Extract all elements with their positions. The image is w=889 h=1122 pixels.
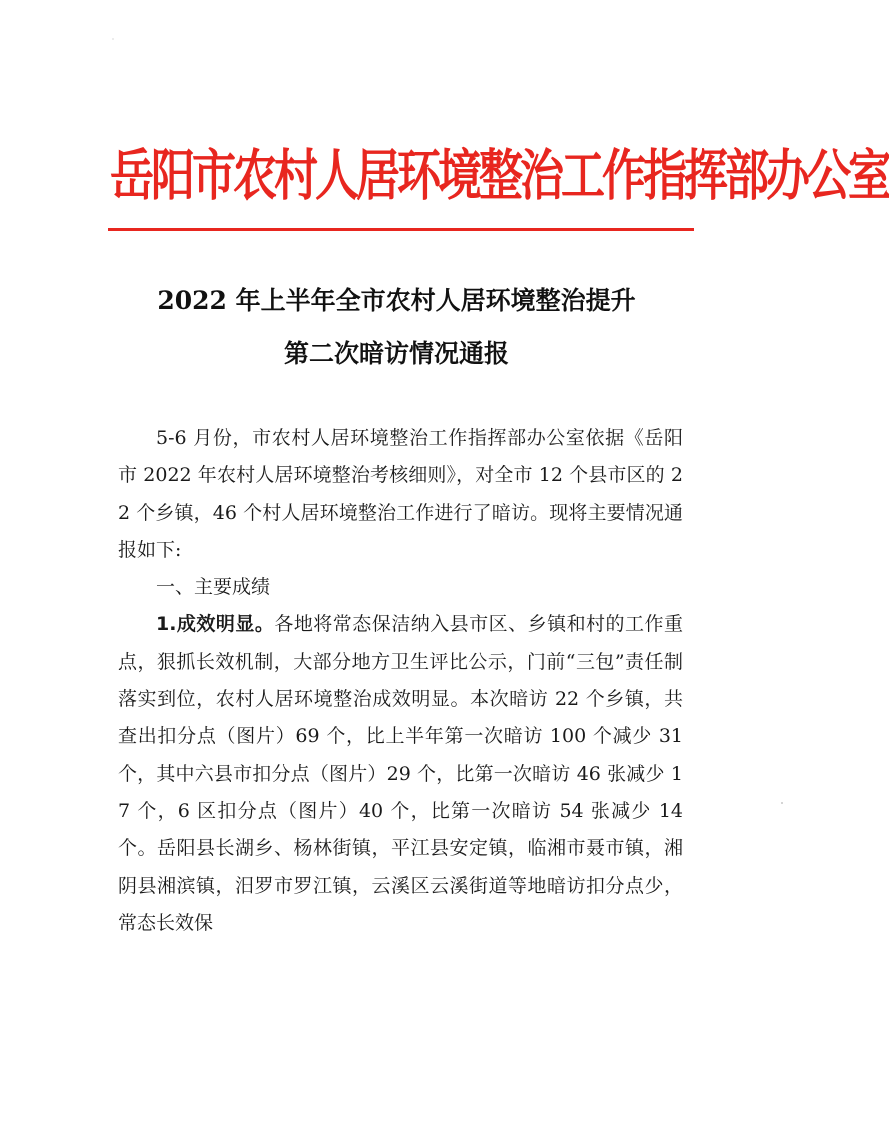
document-title-line-1: 2022 年上半年全市农村人居环境整治提升 [157,286,636,315]
scan-speck [112,38,114,40]
header-divider [108,228,694,231]
intro-paragraph: 5-6 月份，市农村人居环境整治工作指挥部办公室依据《岳阳市 2022 年农村人居环境整治考核细则》，对全市 12 个县市区的 22 个乡镇，46 个村人居环境整治工作进行了暗访。现将主要情况通报如下: [118,427,683,561]
section-heading: 一、主要成绩 [156,576,271,599]
item-paragraph [118,606,683,942]
scan-speck [781,802,783,804]
item-text: 各地将常态保洁纳入县市区、乡镇和村的工作重点，狠抓长效机制，大部分地方卫生评比公示，门前“三包”责任制落实到位，农村人居环境整治成效明显。本次暗访 22 个乡镇，共查出扣分点（图片）69 个，比上半年第一次暗访 100 个减少 31 个，其中六县市扣分点（图片）29 个，比第一次暗访 46 张减少 17 个，6 区扣分点（图片）40 个，比第一次暗访 54 张减少 14 个。岳阳县长湖乡、杨林街镇，平江县安定镇，临湘市聂市镇，湘阴县湘滨镇，汨罗市罗江镇，云溪区云溪街道等地暗访扣分点少，常态长效保 [118,613,683,934]
document-body [118,420,683,942]
agency-header: 岳阳市农村人居环境整治工作指挥部办公室 [110,144,889,209]
document-title-line-2: 第二次暗访情况通报 [283,339,509,368]
item-lead: 1.成效明显。 [156,613,275,636]
